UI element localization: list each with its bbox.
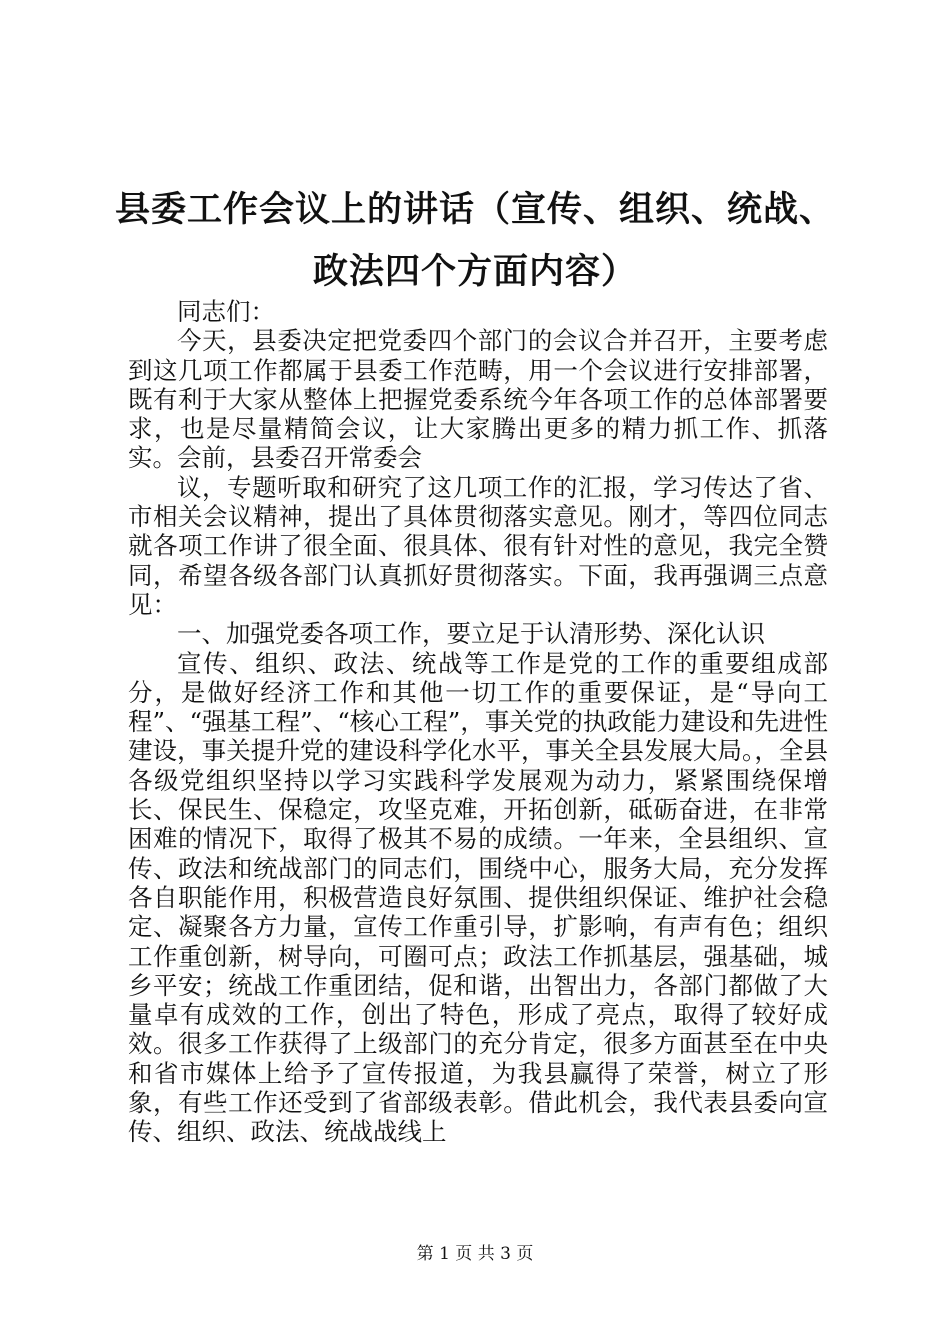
document-title-line-2: 政法四个方面内容） (312, 251, 637, 292)
body-paragraph: 宣传、组织、政法、统战等工作是党的工作的重要组成部分，是做好经济工作和其他一切工作的重要保证，是“导向工程”、“强基工程”、“核心工程”，事关党的执政能力建设和先进性建设，事关提升党的建设科学化水平，事关全县发展大局。，全县各级党组织坚持以学习实践科学发展观为动力，紧紧围绕保增长、保民生、保稳定，攻坚克难，开拓创新，砥砺奋进，在非常困难的情况下，取得了极其不易的成绩。一年来，全县组织、宣传、政法和统战部门的同志们，围绕中心，服务大局，充分发挥各自职能作用，积极营造良好氛围、提供组织保证、维护社会稳定、凝聚各方力量，宣传工作重引导，扩影响，有声有色；组织工作重创新，树导向，可圈可点；政法工作抓基层，强基础，城乡平安；统战工作重团结，促和谐，出智出力，各部门都做了大量卓有成效的工作，创出了特色，形成了亮点，取得了较好成效。很多工作获得了上级部门的充分肯定，很多方面甚至在中央和省市媒体上给予了宣传报道，为我县赢得了荣誉，树立了形象，有些工作还受到了省部级表彰。借此机会，我代表县委向宣传、组织、政法、统战战线上 (128, 648, 828, 1147)
salutation-paragraph: 同志们： (177, 297, 275, 326)
body-paragraph: 今天，县委决定把党委四个部门的会议合并召开，主要考虑到这几项工作都属于县委工作范畴，用一个会议进行安排部署，既有利于大家从整体上把握党委系统今年各项工作的总体部署要求，也是尽量精简会议，让大家腾出更多的精力抓工作、抓落实。会前，县委召开常委会 (128, 326, 828, 473)
section-heading: 一、加强党委各项工作，要立足于认清形势、深化认识 (177, 619, 765, 649)
document-body (128, 297, 828, 1147)
body-paragraph: 议，专题听取和研究了这几项工作的汇报，学习传达了省、市相关会议精神，提出了具体贯彻落实意见。刚才，等四位同志就各项工作讲了很全面、很具体、很有针对性的意见，我完全赞同，希望各级各部门认真抓好贯彻落实。下面，我再强调三点意见： (128, 472, 828, 619)
page-number-footer: 第 1 页 共 3 页 (416, 1244, 534, 1264)
document-title-line-1: 县委工作会议上的讲话（宣传、组织、统战、 (114, 189, 835, 230)
